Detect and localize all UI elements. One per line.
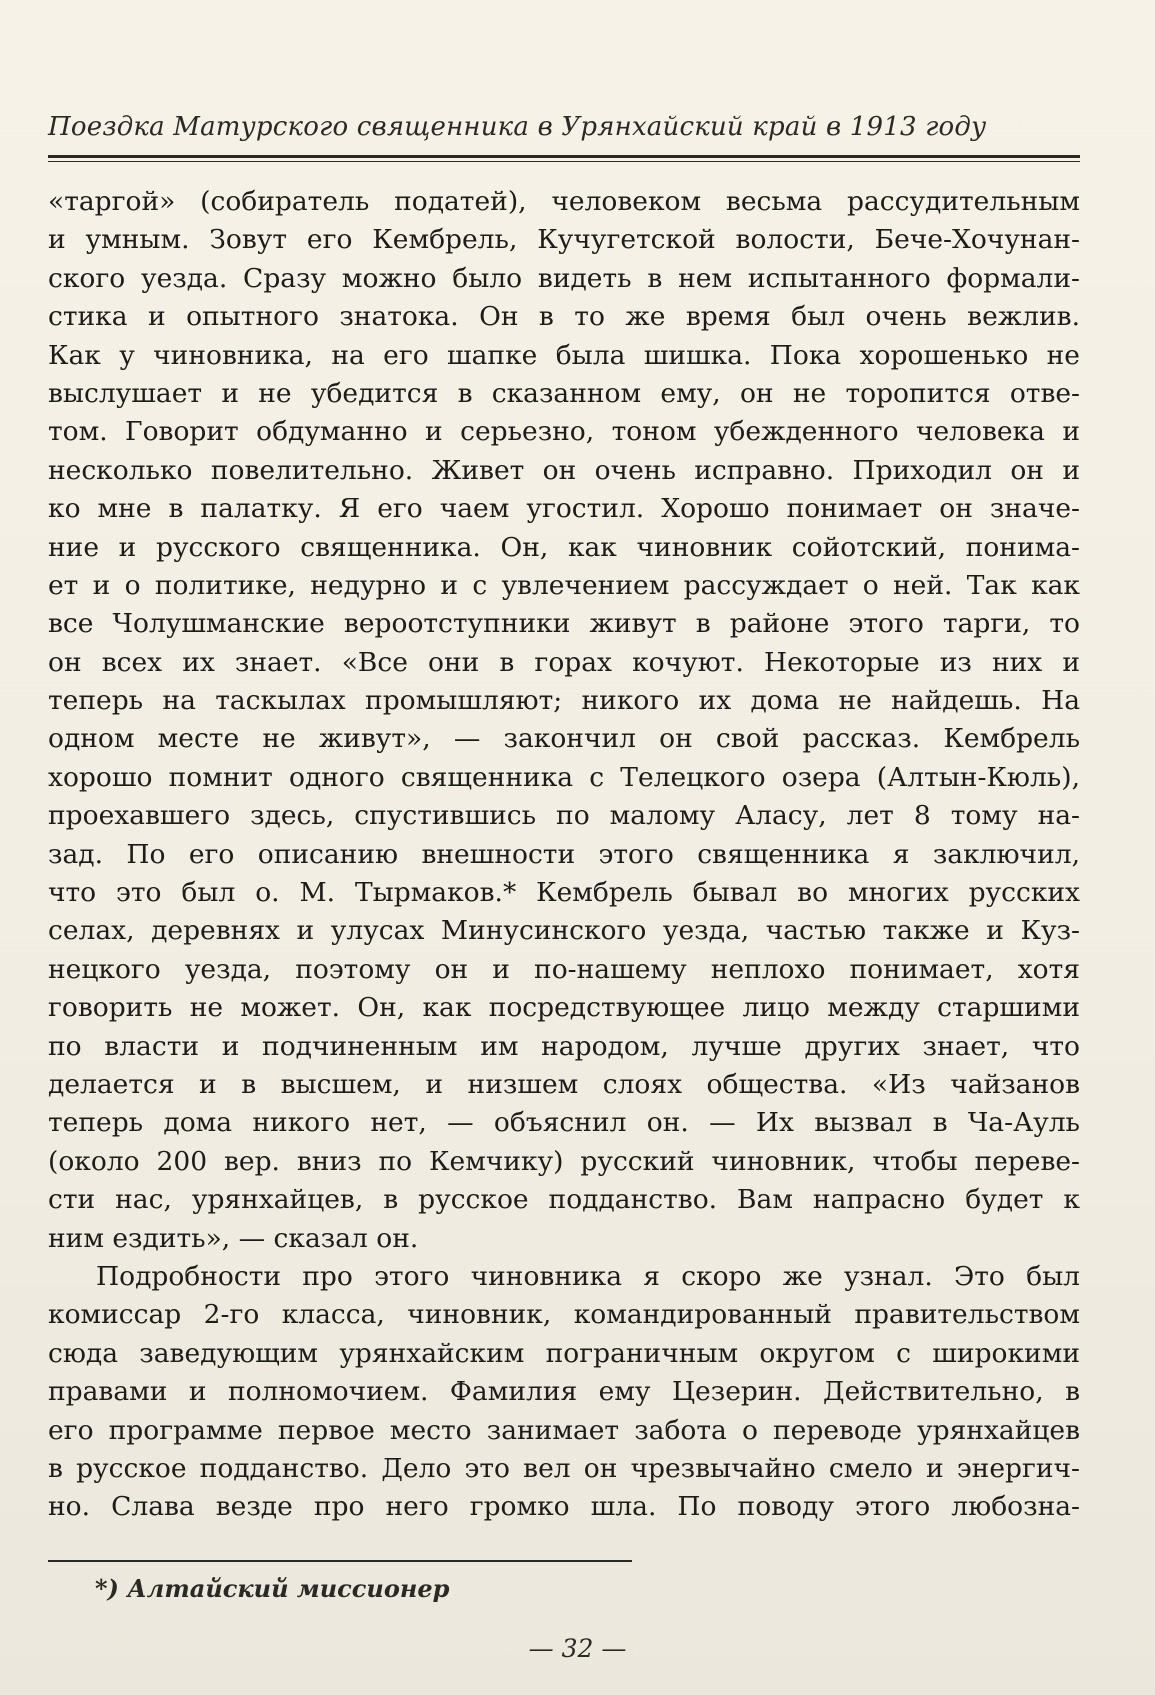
footnote: *) Алтайский миссионер bbox=[95, 1574, 450, 1603]
text-line: ко мне в палатку. Я его чаем угостил. Хорошо понимает он значе- bbox=[48, 493, 1080, 525]
text-line: ние и русского священника. Он, как чиновник сойотский, понима- bbox=[48, 531, 1080, 563]
text-line: «таргой» (собиратель податей), человеком весьма рассудительным bbox=[48, 186, 1080, 217]
text-line: несколько повелительно. Живет он очень исправно. Приходил он и bbox=[48, 454, 1080, 486]
text-line: он всех их знает. «Все они в горах кочуют. Некоторые из них и bbox=[48, 646, 1080, 678]
footnote-rule bbox=[48, 1560, 632, 1562]
text-line: делается и в высшем, и низшем слоях общества. «Из чайзанов bbox=[48, 1068, 1080, 1100]
header-rule-thin bbox=[48, 161, 1080, 162]
text-line: сюда заведующим урянхайским пограничным округом с широкими bbox=[48, 1337, 1080, 1369]
text-line: теперь дома никого нет, — объяснил он. — Их вызвал в Ча-Ауль bbox=[48, 1107, 1080, 1139]
text-line: говорить не может. Он, как посредствующее лицо между старшими bbox=[48, 992, 1080, 1024]
text-line: Как у чиновника, на его шапке была шишка. Пока хорошенько не bbox=[48, 339, 1080, 371]
text-line: зад. По его описанию внешности этого священника я заключил, bbox=[48, 838, 1080, 870]
header-rule-thick bbox=[48, 155, 1080, 158]
text-line: проехавшего здесь, спустившись по малому Аласу, лет 8 тому на- bbox=[48, 800, 1080, 832]
text-line: хорошо помнит одного священника с Телецкого озера (Алтын-Кюль), bbox=[48, 761, 1080, 793]
text-line: его программе первое место занимает забота о переводе урянхайцев bbox=[48, 1414, 1080, 1446]
text-line: одном месте не живут», — закончил он свой рассказ. Кембрель bbox=[48, 723, 1080, 755]
text-line: том. Говорит обдуманно и серьезно, тоном убежденного человека и bbox=[48, 416, 1080, 448]
text-line: и умным. Зовут его Кембрель, Кучугетской волости, Бече-Хочунан- bbox=[48, 224, 1080, 256]
text-line: но. Слава везде про него громко шла. По поводу этого любозна- bbox=[48, 1491, 1080, 1523]
page-number: — 32 — bbox=[528, 1634, 627, 1663]
text-line: стика и опытного знатока. Он в то же время был очень вежлив. bbox=[48, 301, 1080, 333]
text-line: теперь на таскылах промышляют; никого их дома не найдешь. На bbox=[48, 685, 1080, 717]
running-header: Поездка Матурского священника в Урянхайский край в 1913 году bbox=[48, 112, 987, 142]
text-line: ним ездить», — сказал он. bbox=[48, 1222, 419, 1254]
text-line: в русское подданство. Дело это вел он чрезвычайно смело и энергич- bbox=[48, 1452, 1080, 1484]
text-line: Подробности про этого чиновника я скоро же узнал. Это был bbox=[96, 1260, 1080, 1292]
text-line: что это был о. М. Тырмаков.* Кембрель бывал во многих русских bbox=[48, 877, 1080, 909]
text-line: правами и полномочием. Фамилия ему Цезерин. Действительно, в bbox=[48, 1376, 1080, 1408]
text-line: селах, деревнях и улусах Минусинского уезда, частью также и Куз- bbox=[48, 915, 1080, 947]
text-line: комиссар 2-го класса, чиновник, командированный правительством bbox=[48, 1299, 1080, 1331]
body-text bbox=[48, 183, 1080, 1527]
text-line: выслушает и не убедится в сказанном ему, он не торопится отве- bbox=[48, 377, 1080, 409]
text-line: по власти и подчиненным им народом, лучше других знает, что bbox=[48, 1030, 1080, 1062]
text-line: ского уезда. Сразу можно было видеть в нем испытанного формали- bbox=[48, 262, 1080, 294]
text-line: нецкого уезда, поэтому он и по-нашему неплохо понимает, хотя bbox=[48, 953, 1080, 985]
text-line: ет и о политике, недурно и с увлечением рассуждает о ней. Так как bbox=[48, 569, 1080, 601]
text-line: (около 200 вер. вниз по Кемчику) русский чиновник, чтобы переве- bbox=[48, 1145, 1080, 1177]
text-line: сти нас, урянхайцев, в русское подданство. Вам напрасно будет к bbox=[48, 1184, 1080, 1216]
text-line: все Чолушманские вероотступники живут в районе этого тарги, то bbox=[48, 608, 1080, 640]
